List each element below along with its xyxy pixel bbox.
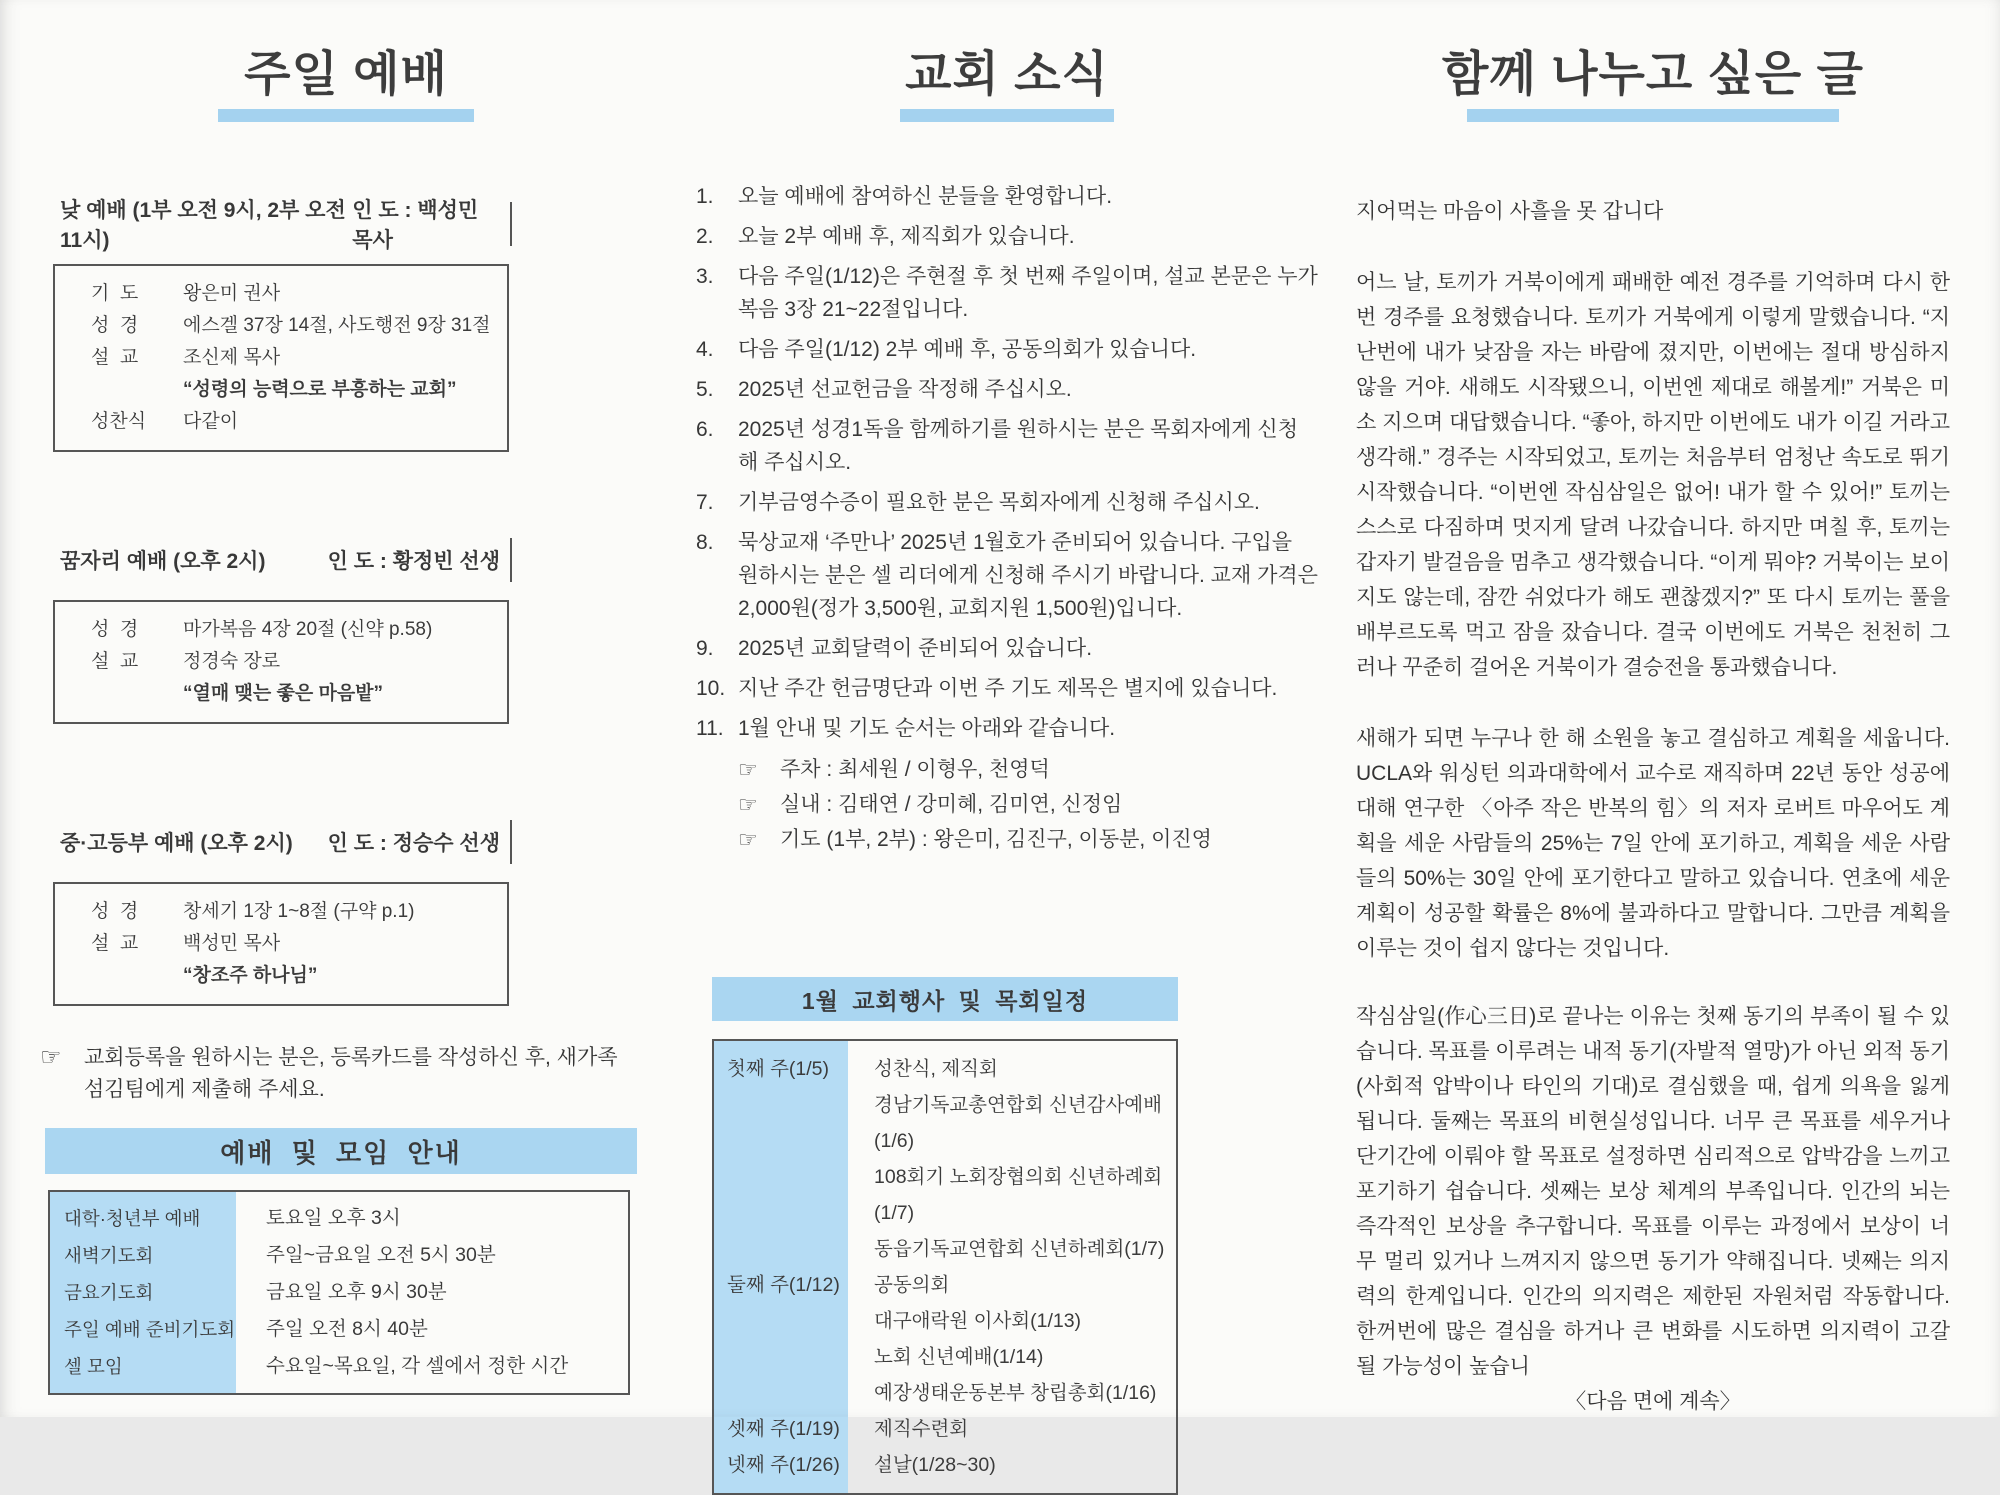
schedule-events xyxy=(848,1447,1176,1493)
service-name: 중·고등부 예배 (오후 2시) xyxy=(60,832,293,856)
news-item-text: 오늘 2부 예배 후, 제직회가 있습니다. xyxy=(738,225,1075,249)
schedule-row xyxy=(714,1267,1176,1411)
row-label xyxy=(91,374,183,406)
service-row xyxy=(91,928,501,960)
row-value: 에스겔 37장 14절, 사도행전 9장 31절 xyxy=(183,315,491,337)
meeting-time: 금요일 오후 9시 30분 xyxy=(266,1281,447,1304)
service-row xyxy=(91,614,501,646)
news-item-number: 5. xyxy=(696,378,714,402)
schedule-event: 제직수련회 xyxy=(874,1418,969,1441)
duty-text: 주차 : 최세원 / 이형우, 천영덕 xyxy=(780,758,1050,782)
news-item-number: 7. xyxy=(696,491,714,515)
news-item-number: 9. xyxy=(696,637,714,661)
news-item xyxy=(696,712,1318,745)
service-block-dream xyxy=(40,538,652,724)
essay-lead-line: 지어먹는 마음이 사흘을 못 갑니다 xyxy=(1356,200,1664,224)
sermon-title-row xyxy=(91,374,501,406)
service-heading xyxy=(60,820,512,864)
essay-column xyxy=(1356,0,1950,1420)
duty-text: 실내 : 김태연 / 강미혜, 김미연, 신정임 xyxy=(780,793,1123,817)
service-leader: 인 도 : 황정빈 선생 xyxy=(327,550,500,574)
news-item-text: 다음 주일(1/12) 2부 예배 후, 공동의회가 있습니다. xyxy=(738,338,1197,362)
row-value: 마가복음 4장 20절 (신약 p.58) xyxy=(183,619,433,641)
pointer-hand-icon: ☞ xyxy=(738,792,758,818)
row-value: 정경숙 장로 xyxy=(183,651,281,673)
essay-paragraph: 작심삼일(作心三日)로 끝나는 이유는 첫째 동기의 부족이 될 수 있습니다. 목표를 이루려는 내적 동기(자발적 열망)가 아닌 외적 동기(사회적 압박이나 타인의 기대)로 결심했을 때, 쉽게 의욕을 잃게 됩니다. 둘째는 목표의 비현실성입니다. 너무 큰 목표를 세우거나 단기간에 이뤄야 할 목표로 설정하면 심리적으로 압박감을 느끼고 포기하기 쉽습니다. 셋째는 보상 체계의 부족입니다. 인간의 뇌는 즉각적인 보상을 추구합니다. 목표를 이루는 과정에서 보상이 너무 멀리 있거나 느껴지지 않으면 동기가 약해집니다. 넷째는 의지력의 한계입니다. 인간의 의지력은 제한된 자원처럼 작동합니다. 한꺼번에 많은 결심을 하거나 큰 변화를 시도하면 의지력이 고갈될 가능성이 높습니 xyxy=(1356,1005,1950,1379)
service-leader: 인 도 : 백성민 목사 xyxy=(352,199,479,253)
news-item-text: 오늘 예배에 참여하신 분들을 환영합니다. xyxy=(738,185,1113,209)
service-heading xyxy=(60,538,512,582)
sermon-title-row xyxy=(91,678,501,710)
schedule-event: 노회 신년예배(1/14) xyxy=(874,1346,1044,1369)
news-item-number: 2. xyxy=(696,225,714,249)
sunday-worship-column xyxy=(40,0,652,1395)
row-label: 설 교 xyxy=(91,347,139,369)
news-item-number: 3. xyxy=(696,265,714,289)
news-item xyxy=(696,413,1318,479)
meeting-time: 수요일~목요일, 각 셀에서 정한 시간 xyxy=(266,1355,569,1378)
schedule-row xyxy=(714,1447,1176,1493)
schedule-event: 대구애락원 이사회(1/13) xyxy=(874,1310,1082,1333)
essay-paragraph: 어느 날, 토끼가 거북이에게 패배한 예전 경주를 기억하며 다시 한번 경주를 요청했습니다. 토끼가 거북에게 이렇게 말했습니다. “지난번에 내가 낮잠을 자는 바람에 졌지만, 이번에는 절대 방심하지 않을 거야. 새해도 시작됐으니, 이번엔 제대로 해볼게!” 거북은 미소 지으며 대답했습니다. “좋아, 하지만 이번에도 내가 이길 거라고 생각해.” 경주는 시작되었고, 토끼는 처음부터 엄청난 속도로 뛰기 시작했습니다. “이번엔 작심삼일은 없어! 내가 할 수 있어!” 토끼는 스스로 다짐하며 멋지게 달려 나갔습니다. 하지만 며칠 후, 토끼는 갑자기 발걸음을 멈추고 생각했습니다. “이게 뭐야? 거북이는 보이지도 않는데, 잠깐 쉬었다가 해도 괜찮겠지?” 또 다시 토끼는 풀을 배부르도록 먹고 잠을 잤습니다. 결국 이번에도 거북은 천천히 그러나 꾸준히 걸어온 거북이가 결승전을 통과했습니다. xyxy=(1356,271,1950,680)
schedule-event: 동읍기독교연합회 신년하례회(1/7) xyxy=(874,1238,1165,1261)
row-value: 왕은미 권사 xyxy=(183,283,281,305)
sermon-title: “창조주 하나님” xyxy=(183,965,318,987)
registration-note-text: 교회등록을 원하시는 분은, 등록카드를 작성하신 후, 새가족 섬김팀에게 제출해 주세요. xyxy=(84,1046,618,1102)
title-underline xyxy=(218,109,474,122)
row-label: 성 경 xyxy=(91,315,139,337)
pointer-hand-icon: ☞ xyxy=(738,827,758,853)
news-list xyxy=(696,180,1318,857)
news-item xyxy=(696,526,1318,625)
meeting-name: 주일 예배 준비기도회 xyxy=(50,1311,236,1348)
news-item xyxy=(696,260,1318,326)
schedule-week: 둘째 주(1/12) xyxy=(714,1267,848,1411)
schedule-events xyxy=(848,1041,1176,1267)
meeting-row xyxy=(50,1192,628,1237)
schedule-event: 경남기독교총연합회 신년감사예배(1/6) xyxy=(874,1094,1162,1153)
row-value: 창세기 1장 1~8절 (구약 p.1) xyxy=(183,901,415,923)
service-row xyxy=(91,896,501,928)
news-item xyxy=(696,672,1318,705)
section-title-essay: 함께 나누고 싶은 글 xyxy=(1442,48,1864,101)
news-item xyxy=(696,220,1318,253)
row-label: 성찬식 xyxy=(91,411,147,433)
schedule-week: 넷째 주(1/26) xyxy=(714,1447,848,1493)
row-value: 조신제 목사 xyxy=(183,347,281,369)
news-item xyxy=(696,180,1318,213)
service-name: 낮 예배 (1부 오전 9시, 2부 오전 11시) xyxy=(60,199,346,253)
sermon-title: “열매 맺는 좋은 마음밭” xyxy=(183,683,384,705)
news-item xyxy=(696,486,1318,519)
schedule-events xyxy=(848,1411,1176,1447)
schedule-event: 성찬식, 제직회 xyxy=(874,1058,998,1081)
meeting-name: 금요기도회 xyxy=(50,1274,236,1311)
church-news-column xyxy=(696,0,1318,1495)
meetings-table xyxy=(48,1190,630,1395)
news-item-number: 6. xyxy=(696,418,714,442)
news-item-text: 2025년 성경1독을 함께하기를 원하시는 분은 목회자에게 신청해 주십시오. xyxy=(738,418,1298,475)
schedule-row xyxy=(714,1041,1176,1267)
service-details-box xyxy=(53,264,509,452)
section-title-news: 교회 소식 xyxy=(905,48,1109,101)
title-underline xyxy=(900,109,1114,122)
continued-on-next-page: 〈다음 면에 계속〉 xyxy=(1565,1390,1741,1414)
sermon-title: “성령의 능력으로 부흥하는 교회” xyxy=(183,379,457,401)
news-item-text: 기부금영수증이 필요한 분은 목회자에게 신청해 주십시오. xyxy=(738,491,1260,515)
meeting-time: 주일 오전 8시 40분 xyxy=(266,1318,428,1341)
service-name: 꿈자리 예배 (오후 2시) xyxy=(60,550,266,574)
news-item-number: 4. xyxy=(696,338,714,362)
pointer-hand-icon: ☞ xyxy=(738,757,758,783)
section-title-worship: 주일 예배 xyxy=(244,48,448,101)
schedule-banner: 1월 교회행사 및 목회일정 xyxy=(712,977,1178,1021)
row-value: 다같이 xyxy=(183,411,239,433)
schedule-week: 첫째 주(1/5) xyxy=(714,1041,848,1267)
row-label: 기 도 xyxy=(91,283,139,305)
service-row xyxy=(91,278,501,310)
schedule-event: 공동의회 xyxy=(874,1274,950,1297)
meetings-banner: 예배 및 모임 안내 xyxy=(45,1128,637,1174)
news-item xyxy=(696,373,1318,406)
service-row xyxy=(91,342,501,374)
schedule-event: 설날(1/28~30) xyxy=(874,1454,996,1477)
row-label: 성 경 xyxy=(91,901,139,923)
news-item-number: 10. xyxy=(696,677,726,701)
meeting-row xyxy=(50,1348,628,1393)
duty-item-indoor xyxy=(696,787,1318,822)
service-row xyxy=(91,646,501,678)
duty-text: 기도 (1부, 2부) : 왕은미, 김진구, 이동분, 이진영 xyxy=(780,828,1212,852)
service-leader: 인 도 : 정승수 선생 xyxy=(327,832,500,856)
news-item-number: 11. xyxy=(696,717,724,741)
row-label: 설 교 xyxy=(91,933,139,955)
meeting-time: 토요일 오후 3시 xyxy=(266,1207,401,1230)
sermon-title-row xyxy=(91,960,501,992)
duty-item-parking xyxy=(696,752,1318,787)
row-label: 설 교 xyxy=(91,651,139,673)
service-block-day xyxy=(40,199,652,452)
service-row xyxy=(91,310,501,342)
schedule-row xyxy=(714,1411,1176,1447)
meeting-row xyxy=(50,1311,628,1348)
registration-note xyxy=(40,1042,640,1106)
pointer-hand-icon: ☞ xyxy=(40,1044,62,1072)
news-item-text: 2025년 선교헌금을 작정해 주십시오. xyxy=(738,378,1072,402)
news-item xyxy=(696,333,1318,366)
schedule-week: 셋째 주(1/19) xyxy=(714,1411,848,1447)
news-item-text: 1월 안내 및 기도 순서는 아래와 같습니다. xyxy=(738,717,1116,741)
service-details-box xyxy=(53,882,509,1006)
duty-item-prayer xyxy=(696,822,1318,857)
meeting-name: 대학·청년부 예배 xyxy=(50,1192,236,1237)
service-details-box xyxy=(53,600,509,724)
meeting-row xyxy=(50,1274,628,1311)
news-item-text: 묵상교재 ‘주만나’ 2025년 1월호가 준비되어 있습니다. 구입을 원하시는 분은 셀 리더에게 신청해 주시기 바랍니다. 교재 가격은 2,000원(정가 3,500원, 교회지원 1,500원)입니다. xyxy=(738,531,1318,621)
row-label xyxy=(91,960,183,992)
news-item-number: 1. xyxy=(696,185,714,209)
schedule-events xyxy=(848,1267,1176,1411)
row-label: 성 경 xyxy=(91,619,139,641)
news-item-text: 지난 주간 헌금명단과 이번 주 기도 제목은 별지에 있습니다. xyxy=(738,677,1278,701)
service-heading xyxy=(60,199,512,253)
meeting-name: 셀 모임 xyxy=(50,1348,236,1393)
row-label xyxy=(91,678,183,710)
title-underline xyxy=(1467,109,1839,122)
schedule-table xyxy=(712,1039,1178,1495)
row-value: 백성민 목사 xyxy=(183,933,281,955)
service-row xyxy=(91,406,501,438)
news-item-text: 2025년 교회달력이 준비되어 있습니다. xyxy=(738,637,1093,661)
news-item-text: 다음 주일(1/12)은 주현절 후 첫 번째 주일이며, 설교 본문은 누가복음 3장 21~22절입니다. xyxy=(738,265,1318,322)
schedule-event: 예장생태운동본부 창립총회(1/16) xyxy=(874,1382,1157,1405)
meeting-time: 주일~금요일 오전 5시 30분 xyxy=(266,1244,496,1267)
service-block-youth xyxy=(40,820,652,1006)
news-item-number: 8. xyxy=(696,531,714,555)
essay-paragraph: 새해가 되면 누구나 한 해 소원을 놓고 결심하고 계획을 세웁니다. UCLA와 워싱턴 의과대학에서 교수로 재직하며 22년 동안 성공에 대해 연구한 〈아주 작은 반복의 힘〉의 저자 로버트 마우어도 계획을 세운 사람들의 25%는 7일 안에 포기하고, 계획을 세운 사람들의 50%는 30일 안에 포기한다고 말하고 있습니다. 연초에 세운 계획이 성공할 확률은 8%에 불과하다고 말합니다. 그만큼 계획을 이루는 것이 쉽지 않다는 것입니다. xyxy=(1356,727,1950,961)
meeting-name: 새벽기도회 xyxy=(50,1237,236,1274)
schedule-event: 108회기 노회장협의회 신년하례회(1/7) xyxy=(874,1166,1163,1225)
news-item xyxy=(696,632,1318,665)
meeting-row xyxy=(50,1237,628,1274)
